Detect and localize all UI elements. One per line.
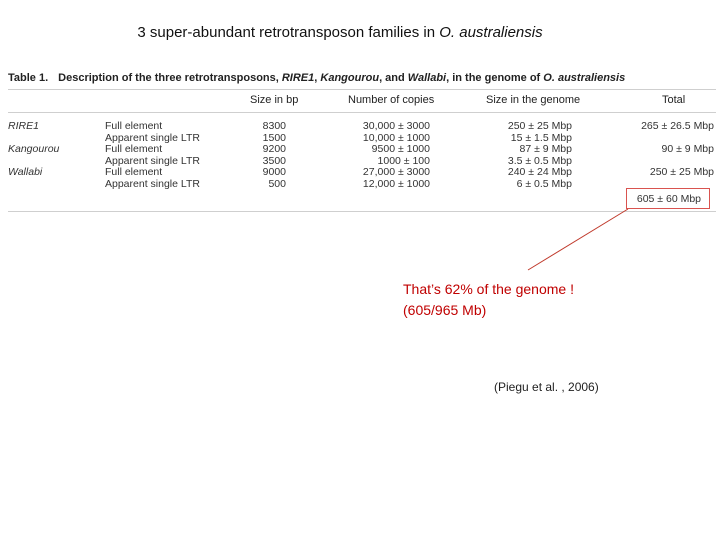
copies-cell: 10,000 ± 1000 xyxy=(362,131,430,144)
family-cell: Kangourou xyxy=(8,143,60,155)
copies-cell: 27,000 ± 3000 xyxy=(362,166,430,178)
total-cell: 265 ± 26.5 Mbp xyxy=(641,120,714,132)
header-genome-size: Size in the genome xyxy=(486,94,581,106)
type-cell: Full element xyxy=(105,166,163,178)
table-label: Table 1. xyxy=(8,72,49,84)
caption-part: Description of the three retrotransposons, xyxy=(58,72,282,84)
caption-part: Wallabi xyxy=(407,72,447,84)
citation: (Piegu et al. , 2006) xyxy=(494,380,599,394)
header-size-bp: Size in bp xyxy=(250,94,299,106)
genome-size-cell: 15 ± 1.5 Mbp xyxy=(510,131,572,144)
grand-total: 605 ± 60 Mbp xyxy=(636,193,701,205)
caption-part: O. australiensis xyxy=(543,72,626,84)
type-cell: Apparent single LTR xyxy=(105,131,200,144)
size-bp-cell: 8300 xyxy=(262,120,286,132)
slide-title-text: 3 super-abundant retrotransposon families in xyxy=(137,24,440,41)
note-line-2: (605/965 Mb) xyxy=(403,302,487,318)
genome-size-cell: 240 ± 24 Mbp xyxy=(507,166,572,178)
note-line-1: That’s 62% of the genome ! xyxy=(403,281,574,297)
caption-part: , xyxy=(314,72,321,84)
type-cell: Full element xyxy=(105,120,163,132)
caption-part: , and xyxy=(379,72,408,84)
type-cell: Full element xyxy=(105,143,163,155)
genome-size-cell: 6 ± 0.5 Mbp xyxy=(516,177,572,190)
size-bp-cell: 3500 xyxy=(262,154,286,167)
family-cell: Wallabi xyxy=(8,166,43,178)
genome-size-cell: 87 ± 9 Mbp xyxy=(519,143,572,155)
total-cell: 90 ± 9 Mbp xyxy=(661,143,714,155)
slide-title-species: O. australiensis xyxy=(439,24,543,41)
copies-cell: 1000 ± 100 xyxy=(377,154,430,167)
copies-cell: 12,000 ± 1000 xyxy=(362,177,430,190)
caption-part: Kangourou xyxy=(320,72,380,84)
type-cell: Apparent single LTR xyxy=(105,154,200,167)
family-cell: RIRE1 xyxy=(8,120,39,132)
genome-share-note xyxy=(403,279,574,321)
header-copies: Number of copies xyxy=(348,94,435,106)
type-cell: Apparent single LTR xyxy=(105,177,200,190)
total-cell: 250 ± 25 Mbp xyxy=(649,166,714,178)
size-bp-cell: 1500 xyxy=(262,131,286,144)
size-bp-cell: 500 xyxy=(268,177,286,190)
copies-cell: 30,000 ± 3000 xyxy=(362,120,430,132)
copies-cell: 9500 ± 1000 xyxy=(371,143,430,155)
genome-size-cell: 250 ± 25 Mbp xyxy=(507,120,572,132)
caption-part: , in the genome of xyxy=(446,72,544,84)
caption-part: RIRE1 xyxy=(281,72,315,84)
size-bp-cell: 9200 xyxy=(262,143,286,155)
header-total: Total xyxy=(662,94,686,106)
genome-size-cell: 3.5 ± 0.5 Mbp xyxy=(507,154,572,167)
size-bp-cell: 9000 xyxy=(262,166,286,178)
